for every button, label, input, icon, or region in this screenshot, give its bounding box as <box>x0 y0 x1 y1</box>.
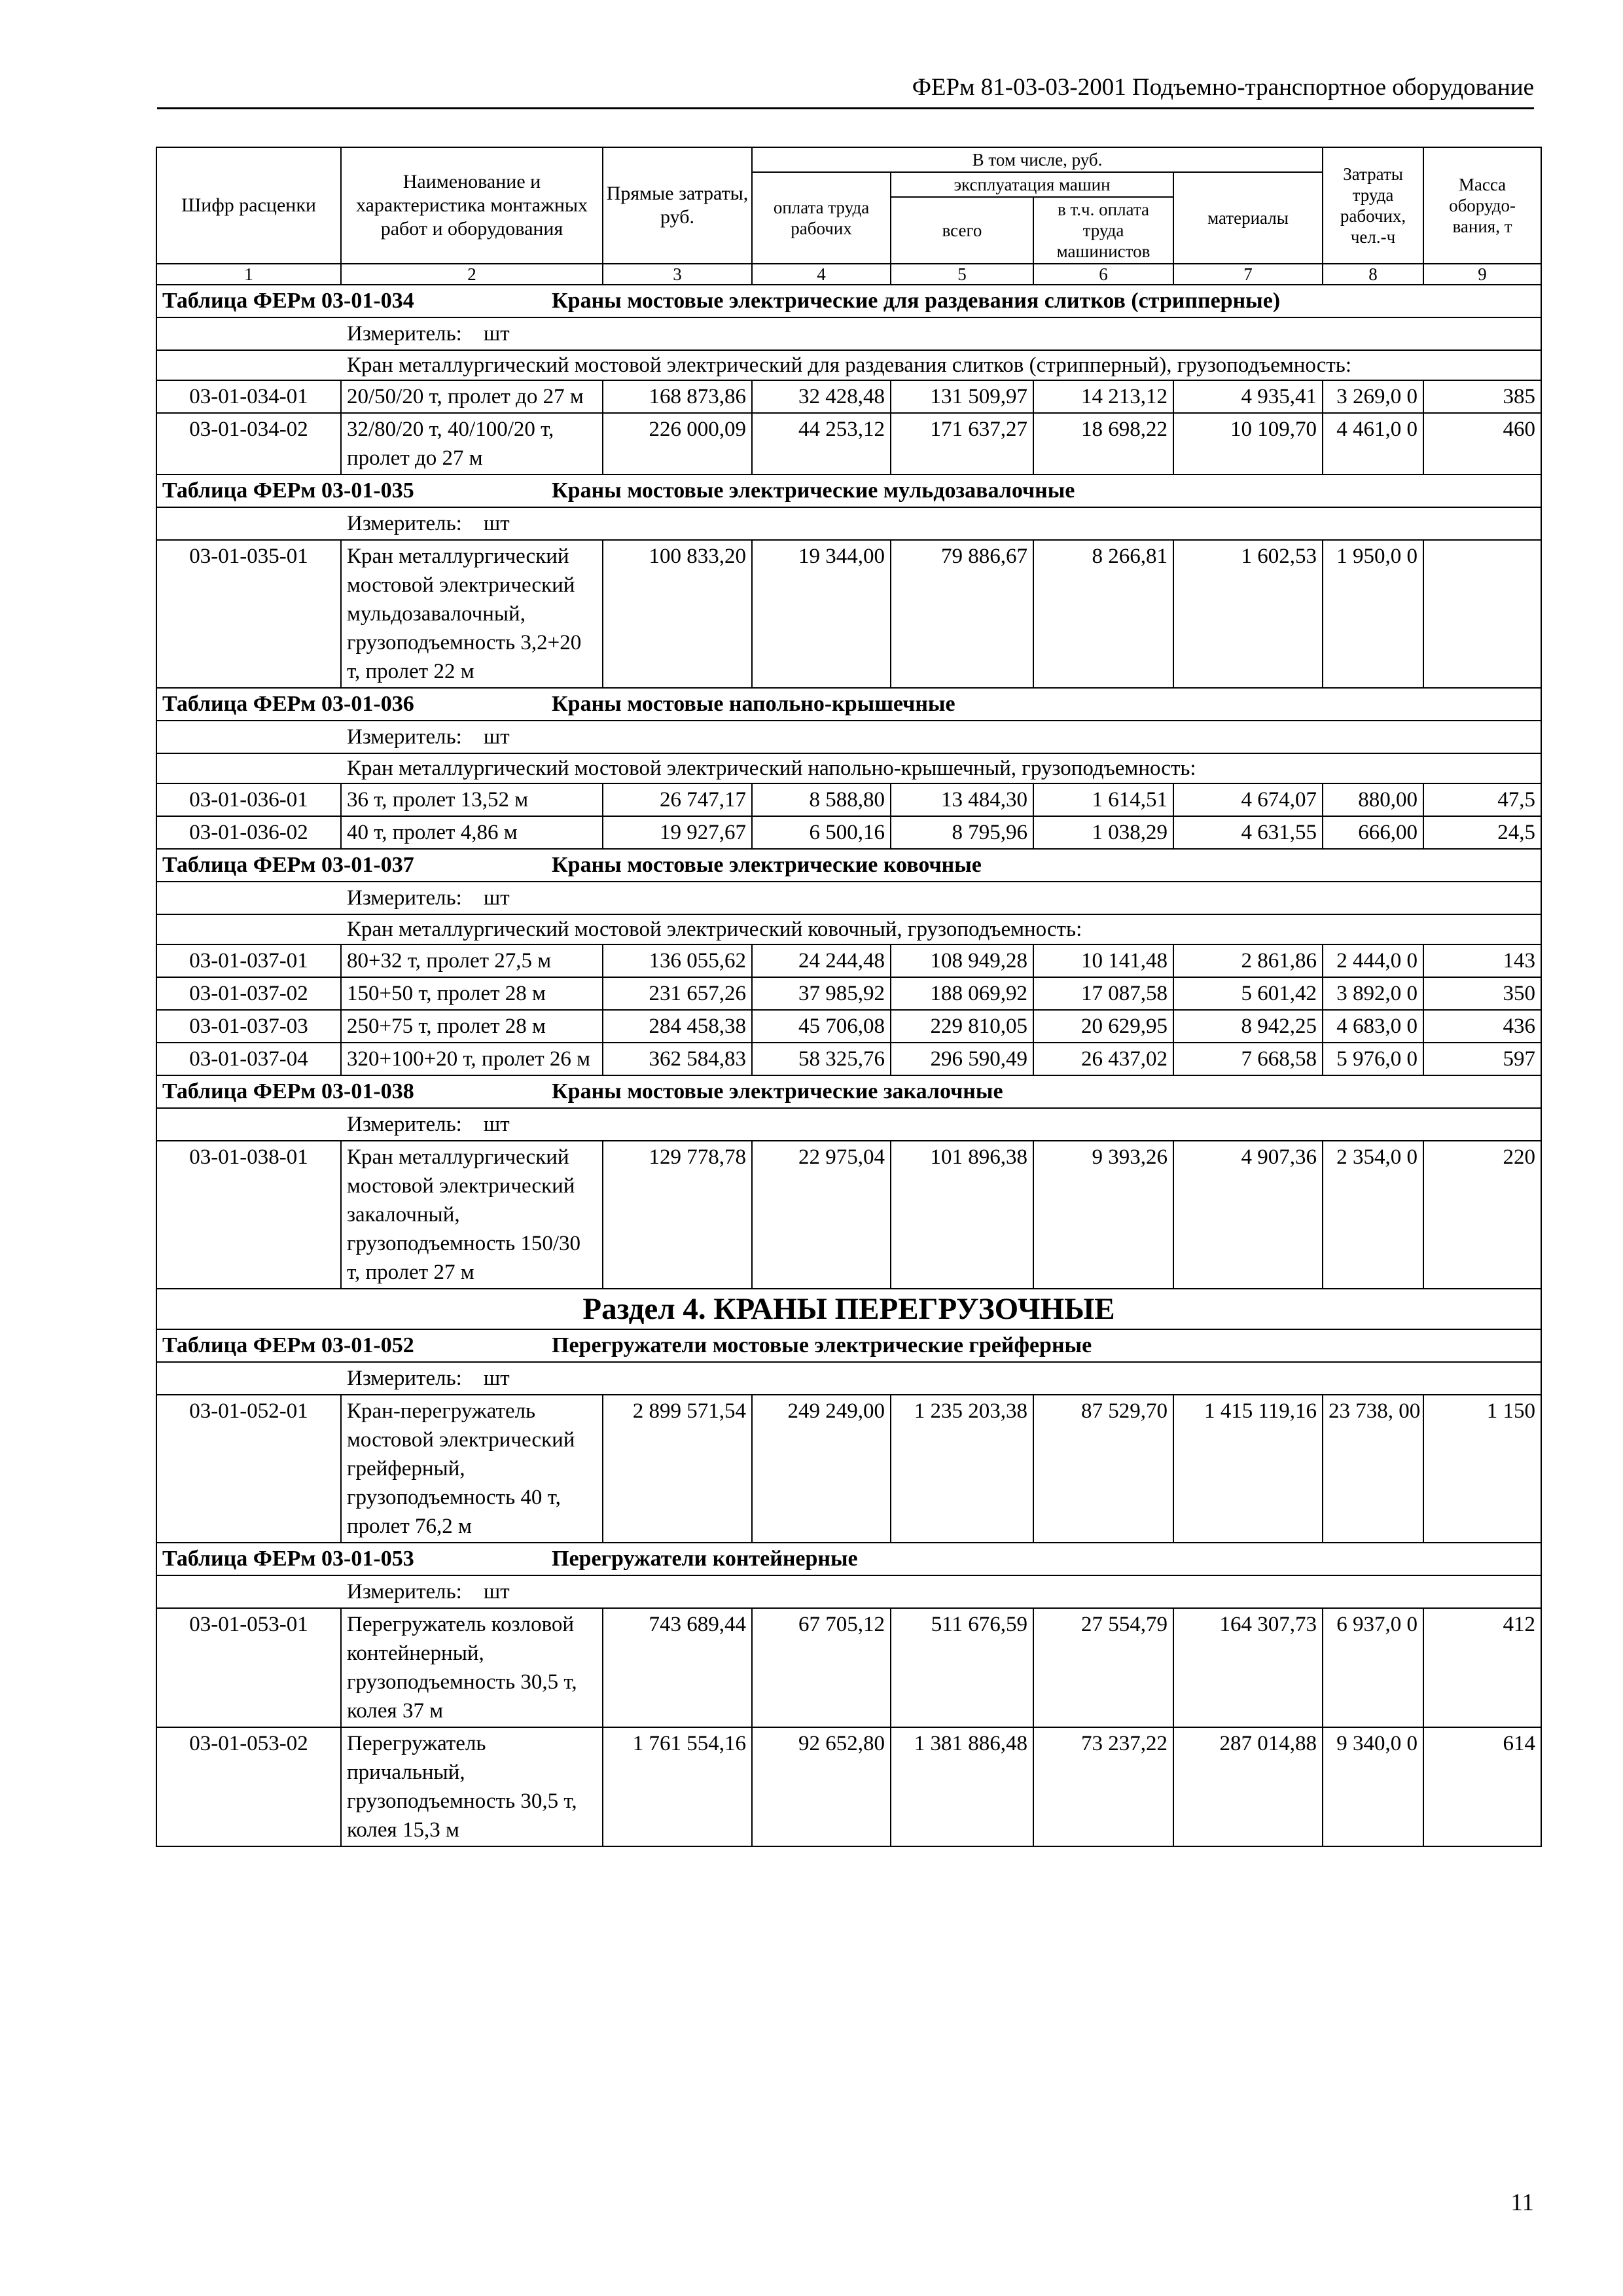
machines-total: 79 886,67 <box>891 540 1033 688</box>
measure-line <box>156 507 1541 540</box>
rate-code: 03-01-034-02 <box>156 413 341 475</box>
work-name: 40 т, пролет 4,86 м <box>341 816 603 849</box>
machines-total: 511 676,59 <box>891 1608 1033 1727</box>
work-name: 150+50 т, пролет 28 м <box>341 977 603 1010</box>
col-number: 4 <box>752 264 891 285</box>
table-row <box>156 1141 1541 1289</box>
labor-pay: 37 985,92 <box>752 977 891 1010</box>
rate-code: 03-01-053-01 <box>156 1608 341 1727</box>
rate-code: 03-01-036-01 <box>156 783 341 816</box>
materials-cost: 1 415 119,16 <box>1173 1395 1323 1543</box>
labor-pay: 19 344,00 <box>752 540 891 688</box>
measure-line <box>156 1575 1541 1608</box>
measure-label: Измеритель: <box>347 1113 462 1136</box>
work-name: Кран металлургический мостовой электрический мульдозавалочный, грузоподъемность 3,2+20 т, пролет 22 м <box>341 540 603 688</box>
labor-pay: 8 588,80 <box>752 783 891 816</box>
equipment-mass: 597 <box>1423 1043 1541 1075</box>
materials-cost: 1 602,53 <box>1173 540 1323 688</box>
machines-total: 131 509,97 <box>891 380 1033 413</box>
machinist-pay: 18 698,22 <box>1033 413 1173 475</box>
table-body <box>156 285 1541 1846</box>
measure-line <box>156 1362 1541 1395</box>
group-description-row <box>156 753 1541 783</box>
running-header: ФЕРм 81-03-03-2001 Подъемно-транспортное оборудование <box>912 74 1534 101</box>
materials-cost: 4 935,41 <box>1173 380 1323 413</box>
table-row <box>156 1727 1541 1846</box>
materials-cost: 287 014,88 <box>1173 1727 1323 1846</box>
labor-pay: 58 325,76 <box>752 1043 891 1075</box>
labor-hours: 2 354,0 0 <box>1323 1141 1423 1289</box>
measure-unit: шт <box>483 1113 510 1136</box>
table-label: Таблица ФЕРм 03-01-052 <box>162 1333 414 1357</box>
machines-total: 1 235 203,38 <box>891 1395 1033 1543</box>
direct-cost: 743 689,44 <box>603 1608 752 1727</box>
machinist-pay: 17 087,58 <box>1033 977 1173 1010</box>
materials-cost: 4 631,55 <box>1173 816 1323 849</box>
direct-cost: 226 000,09 <box>603 413 752 475</box>
work-name: 320+100+20 т, пролет 26 м <box>341 1043 603 1075</box>
labor-hours: 2 444,0 0 <box>1323 944 1423 977</box>
measure-unit: шт <box>483 1580 510 1604</box>
machinist-pay: 1 038,29 <box>1033 816 1173 849</box>
labor-pay: 22 975,04 <box>752 1141 891 1289</box>
equipment-mass: 385 <box>1423 380 1541 413</box>
table-row <box>156 1043 1541 1075</box>
col-materials-header: материалы <box>1173 172 1323 264</box>
machinist-pay: 87 529,70 <box>1033 1395 1173 1543</box>
table-row <box>156 977 1541 1010</box>
group-description: Кран металлургический мостовой электрический напольно-крышечный, грузоподъемность: <box>156 753 1541 783</box>
labor-hours: 880,00 <box>1323 783 1423 816</box>
labor-hours: 3 269,0 0 <box>1323 380 1423 413</box>
work-name: Кран металлургический мостовой электрический закалочный, грузоподъемность 150/30 т, пролет 27 м <box>341 1141 603 1289</box>
col-code-header: Шифр расценки <box>156 147 341 264</box>
materials-cost: 7 668,58 <box>1173 1043 1323 1075</box>
page-number: 11 <box>1510 2189 1534 2216</box>
measure-label: Измеритель: <box>347 725 462 749</box>
table-heading <box>156 849 1541 882</box>
equipment-mass: 1 150 <box>1423 1395 1541 1543</box>
table-heading-row <box>156 285 1541 317</box>
labor-hours: 4 683,0 0 <box>1323 1010 1423 1043</box>
rate-code: 03-01-037-01 <box>156 944 341 977</box>
measure-unit: шт <box>483 512 510 535</box>
measure-line <box>156 721 1541 753</box>
labor-hours: 3 892,0 0 <box>1323 977 1423 1010</box>
table-label: Таблица ФЕРм 03-01-053 <box>162 1547 414 1571</box>
work-name: 36 т, пролет 13,52 м <box>341 783 603 816</box>
equipment-mass: 436 <box>1423 1010 1541 1043</box>
materials-cost: 4 907,36 <box>1173 1141 1323 1289</box>
direct-cost: 19 927,67 <box>603 816 752 849</box>
rate-code: 03-01-037-03 <box>156 1010 341 1043</box>
labor-hours: 4 461,0 0 <box>1323 413 1423 475</box>
table-title: Перегружатели контейнерные <box>552 1547 858 1571</box>
measure-line-row <box>156 721 1541 753</box>
measure-label: Измеритель: <box>347 886 462 910</box>
rate-code: 03-01-036-02 <box>156 816 341 849</box>
table-label: Таблица ФЕРм 03-01-035 <box>162 478 414 503</box>
measure-unit: шт <box>483 886 510 910</box>
table-title: Краны мостовые электрические мульдозавалочные <box>552 478 1075 503</box>
labor-hours: 9 340,0 0 <box>1323 1727 1423 1846</box>
table-heading <box>156 475 1541 507</box>
measure-line <box>156 317 1541 350</box>
table-heading <box>156 285 1541 317</box>
direct-cost: 26 747,17 <box>603 783 752 816</box>
table-title: Краны мостовые электрические для раздевания слитков (стрипперные) <box>552 289 1281 313</box>
labor-pay: 6 500,16 <box>752 816 891 849</box>
col-mach-total-header: всего <box>891 197 1033 264</box>
section-title-row <box>156 1289 1541 1329</box>
machines-total: 188 069,92 <box>891 977 1033 1010</box>
work-name: 20/50/20 т, пролет до 27 м <box>341 380 603 413</box>
table-heading <box>156 688 1541 721</box>
measure-line-row <box>156 1108 1541 1141</box>
measure-line-row <box>156 1575 1541 1608</box>
rate-code: 03-01-037-02 <box>156 977 341 1010</box>
table-label: Таблица ФЕРм 03-01-037 <box>162 853 414 877</box>
equipment-mass: 143 <box>1423 944 1541 977</box>
group-description: Кран металлургический мостовой электрический ковочный, грузоподъемность: <box>156 914 1541 944</box>
table-label: Таблица ФЕРм 03-01-038 <box>162 1079 414 1103</box>
work-name: 32/80/20 т, 40/100/20 т, пролет до 27 м <box>341 413 603 475</box>
machines-total: 229 810,05 <box>891 1010 1033 1043</box>
work-name: 80+32 т, пролет 27,5 м <box>341 944 603 977</box>
direct-cost: 168 873,86 <box>603 380 752 413</box>
rate-code: 03-01-034-01 <box>156 380 341 413</box>
measure-line <box>156 1108 1541 1141</box>
col-machines-header: эксплуатация машин <box>891 172 1173 197</box>
table-title: Краны мостовые электрические закалочные <box>552 1079 1003 1103</box>
work-name: Перегружатель причальный, грузоподъемность 30,5 т, колея 15,3 м <box>341 1727 603 1846</box>
machinist-pay: 26 437,02 <box>1033 1043 1173 1075</box>
direct-cost: 129 778,78 <box>603 1141 752 1289</box>
table-title: Перегружатели мостовые электрические грейферные <box>552 1333 1092 1357</box>
rate-code: 03-01-038-01 <box>156 1141 341 1289</box>
machinist-pay: 9 393,26 <box>1033 1141 1173 1289</box>
machines-total: 171 637,27 <box>891 413 1033 475</box>
measure-label: Измеритель: <box>347 512 462 535</box>
measure-unit: шт <box>483 1367 510 1390</box>
labor-pay: 44 253,12 <box>752 413 891 475</box>
machines-total: 296 590,49 <box>891 1043 1033 1075</box>
direct-cost: 136 055,62 <box>603 944 752 977</box>
table-title: Краны мостовые электрические ковочные <box>552 853 982 877</box>
col-labor-header: Затраты труда рабочих, чел.-ч <box>1323 147 1423 264</box>
header-rule <box>157 107 1534 109</box>
rate-code: 03-01-053-02 <box>156 1727 341 1846</box>
group-description-row <box>156 350 1541 380</box>
col-number: 7 <box>1173 264 1323 285</box>
table-row <box>156 1010 1541 1043</box>
measure-line-row <box>156 882 1541 914</box>
section-title: Раздел 4. КРАНЫ ПЕРЕГРУЗОЧНЫЕ <box>156 1289 1541 1329</box>
machinist-pay: 14 213,12 <box>1033 380 1173 413</box>
col-number: 2 <box>341 264 603 285</box>
labor-pay: 249 249,00 <box>752 1395 891 1543</box>
equipment-mass: 412 <box>1423 1608 1541 1727</box>
direct-cost: 100 833,20 <box>603 540 752 688</box>
col-number: 8 <box>1323 264 1423 285</box>
materials-cost: 4 674,07 <box>1173 783 1323 816</box>
materials-cost: 164 307,73 <box>1173 1608 1323 1727</box>
table-row <box>156 413 1541 475</box>
table-row <box>156 1608 1541 1727</box>
table-label: Таблица ФЕРм 03-01-034 <box>162 289 414 313</box>
measure-line-row <box>156 317 1541 350</box>
materials-cost: 5 601,42 <box>1173 977 1323 1010</box>
table-row <box>156 380 1541 413</box>
col-incl-header: В том числе, руб. <box>752 147 1323 172</box>
col-pay-header: оплата труда рабочих <box>752 172 891 264</box>
direct-cost: 362 584,83 <box>603 1043 752 1075</box>
work-name: 250+75 т, пролет 28 м <box>341 1010 603 1043</box>
direct-cost: 231 657,26 <box>603 977 752 1010</box>
measure-unit: шт <box>483 322 510 346</box>
machinist-pay: 8 266,81 <box>1033 540 1173 688</box>
labor-hours: 5 976,0 0 <box>1323 1043 1423 1075</box>
measure-line <box>156 882 1541 914</box>
labor-pay: 45 706,08 <box>752 1010 891 1043</box>
table-row <box>156 783 1541 816</box>
col-name-header: Наименование и характеристика монтажных работ и оборудования <box>341 147 603 264</box>
equipment-mass <box>1423 540 1541 688</box>
table-heading <box>156 1329 1541 1362</box>
machinist-pay: 27 554,79 <box>1033 1608 1173 1727</box>
materials-cost: 10 109,70 <box>1173 413 1323 475</box>
table-heading <box>156 1075 1541 1108</box>
table-row <box>156 540 1541 688</box>
labor-hours: 6 937,0 0 <box>1323 1608 1423 1727</box>
measure-line-row <box>156 1362 1541 1395</box>
materials-cost: 8 942,25 <box>1173 1010 1323 1043</box>
rate-code: 03-01-035-01 <box>156 540 341 688</box>
materials-cost: 2 861,86 <box>1173 944 1323 977</box>
labor-pay: 32 428,48 <box>752 380 891 413</box>
work-name: Кран-перегружатель мостовой электрический грейферный, грузоподъемность 40 т, пролет 76,2 м <box>341 1395 603 1543</box>
labor-hours: 1 950,0 0 <box>1323 540 1423 688</box>
labor-hours: 23 738, 00 <box>1323 1395 1423 1543</box>
equipment-mass: 24,5 <box>1423 816 1541 849</box>
table-heading-row <box>156 688 1541 721</box>
work-name: Перегружатель козловой контейнерный, грузоподъемность 30,5 т, колея 37 м <box>341 1608 603 1727</box>
table-row <box>156 816 1541 849</box>
measure-label: Измеритель: <box>347 1580 462 1604</box>
equipment-mass: 350 <box>1423 977 1541 1010</box>
col-mass-header: Масса оборудо-вания, т <box>1423 147 1541 264</box>
table-row <box>156 1395 1541 1543</box>
table-row <box>156 944 1541 977</box>
col-direct-header: Прямые затраты, руб. <box>603 147 752 264</box>
col-number: 1 <box>156 264 341 285</box>
measure-label: Измеритель: <box>347 322 462 346</box>
group-description: Кран металлургический мостовой электрический для раздевания слитков (стрипперный), грузоподъемность: <box>156 350 1541 380</box>
direct-cost: 1 761 554,16 <box>603 1727 752 1846</box>
equipment-mass: 614 <box>1423 1727 1541 1846</box>
col-mach-labor-header: в т.ч. оплата труда машинистов <box>1033 197 1173 264</box>
machinist-pay: 10 141,48 <box>1033 944 1173 977</box>
machinist-pay: 73 237,22 <box>1033 1727 1173 1846</box>
machinist-pay: 1 614,51 <box>1033 783 1173 816</box>
direct-cost: 2 899 571,54 <box>603 1395 752 1543</box>
labor-pay: 24 244,48 <box>752 944 891 977</box>
rate-code: 03-01-052-01 <box>156 1395 341 1543</box>
measure-line-row <box>156 507 1541 540</box>
equipment-mass: 460 <box>1423 413 1541 475</box>
col-number: 6 <box>1033 264 1173 285</box>
labor-hours: 666,00 <box>1323 816 1423 849</box>
machines-total: 108 949,28 <box>891 944 1033 977</box>
group-description-row <box>156 914 1541 944</box>
equipment-mass: 220 <box>1423 1141 1541 1289</box>
machines-total: 8 795,96 <box>891 816 1033 849</box>
col-number: 9 <box>1423 264 1541 285</box>
price-table <box>156 147 1542 1847</box>
table-heading-row <box>156 849 1541 882</box>
table-heading <box>156 1543 1541 1575</box>
table-heading-row <box>156 1075 1541 1108</box>
labor-pay: 92 652,80 <box>752 1727 891 1846</box>
table-heading-row <box>156 1329 1541 1362</box>
machines-total: 13 484,30 <box>891 783 1033 816</box>
rate-code: 03-01-037-04 <box>156 1043 341 1075</box>
table-label: Таблица ФЕРм 03-01-036 <box>162 692 414 716</box>
machinist-pay: 20 629,95 <box>1033 1010 1173 1043</box>
labor-pay: 67 705,12 <box>752 1608 891 1727</box>
table-heading-row <box>156 1543 1541 1575</box>
table-title: Краны мостовые напольно-крышечные <box>552 692 955 716</box>
machines-total: 101 896,38 <box>891 1141 1033 1289</box>
machines-total: 1 381 886,48 <box>891 1727 1033 1846</box>
table-heading-row <box>156 475 1541 507</box>
measure-unit: шт <box>483 725 510 749</box>
col-number: 3 <box>603 264 752 285</box>
direct-cost: 284 458,38 <box>603 1010 752 1043</box>
col-number: 5 <box>891 264 1033 285</box>
measure-label: Измеритель: <box>347 1367 462 1390</box>
equipment-mass: 47,5 <box>1423 783 1541 816</box>
